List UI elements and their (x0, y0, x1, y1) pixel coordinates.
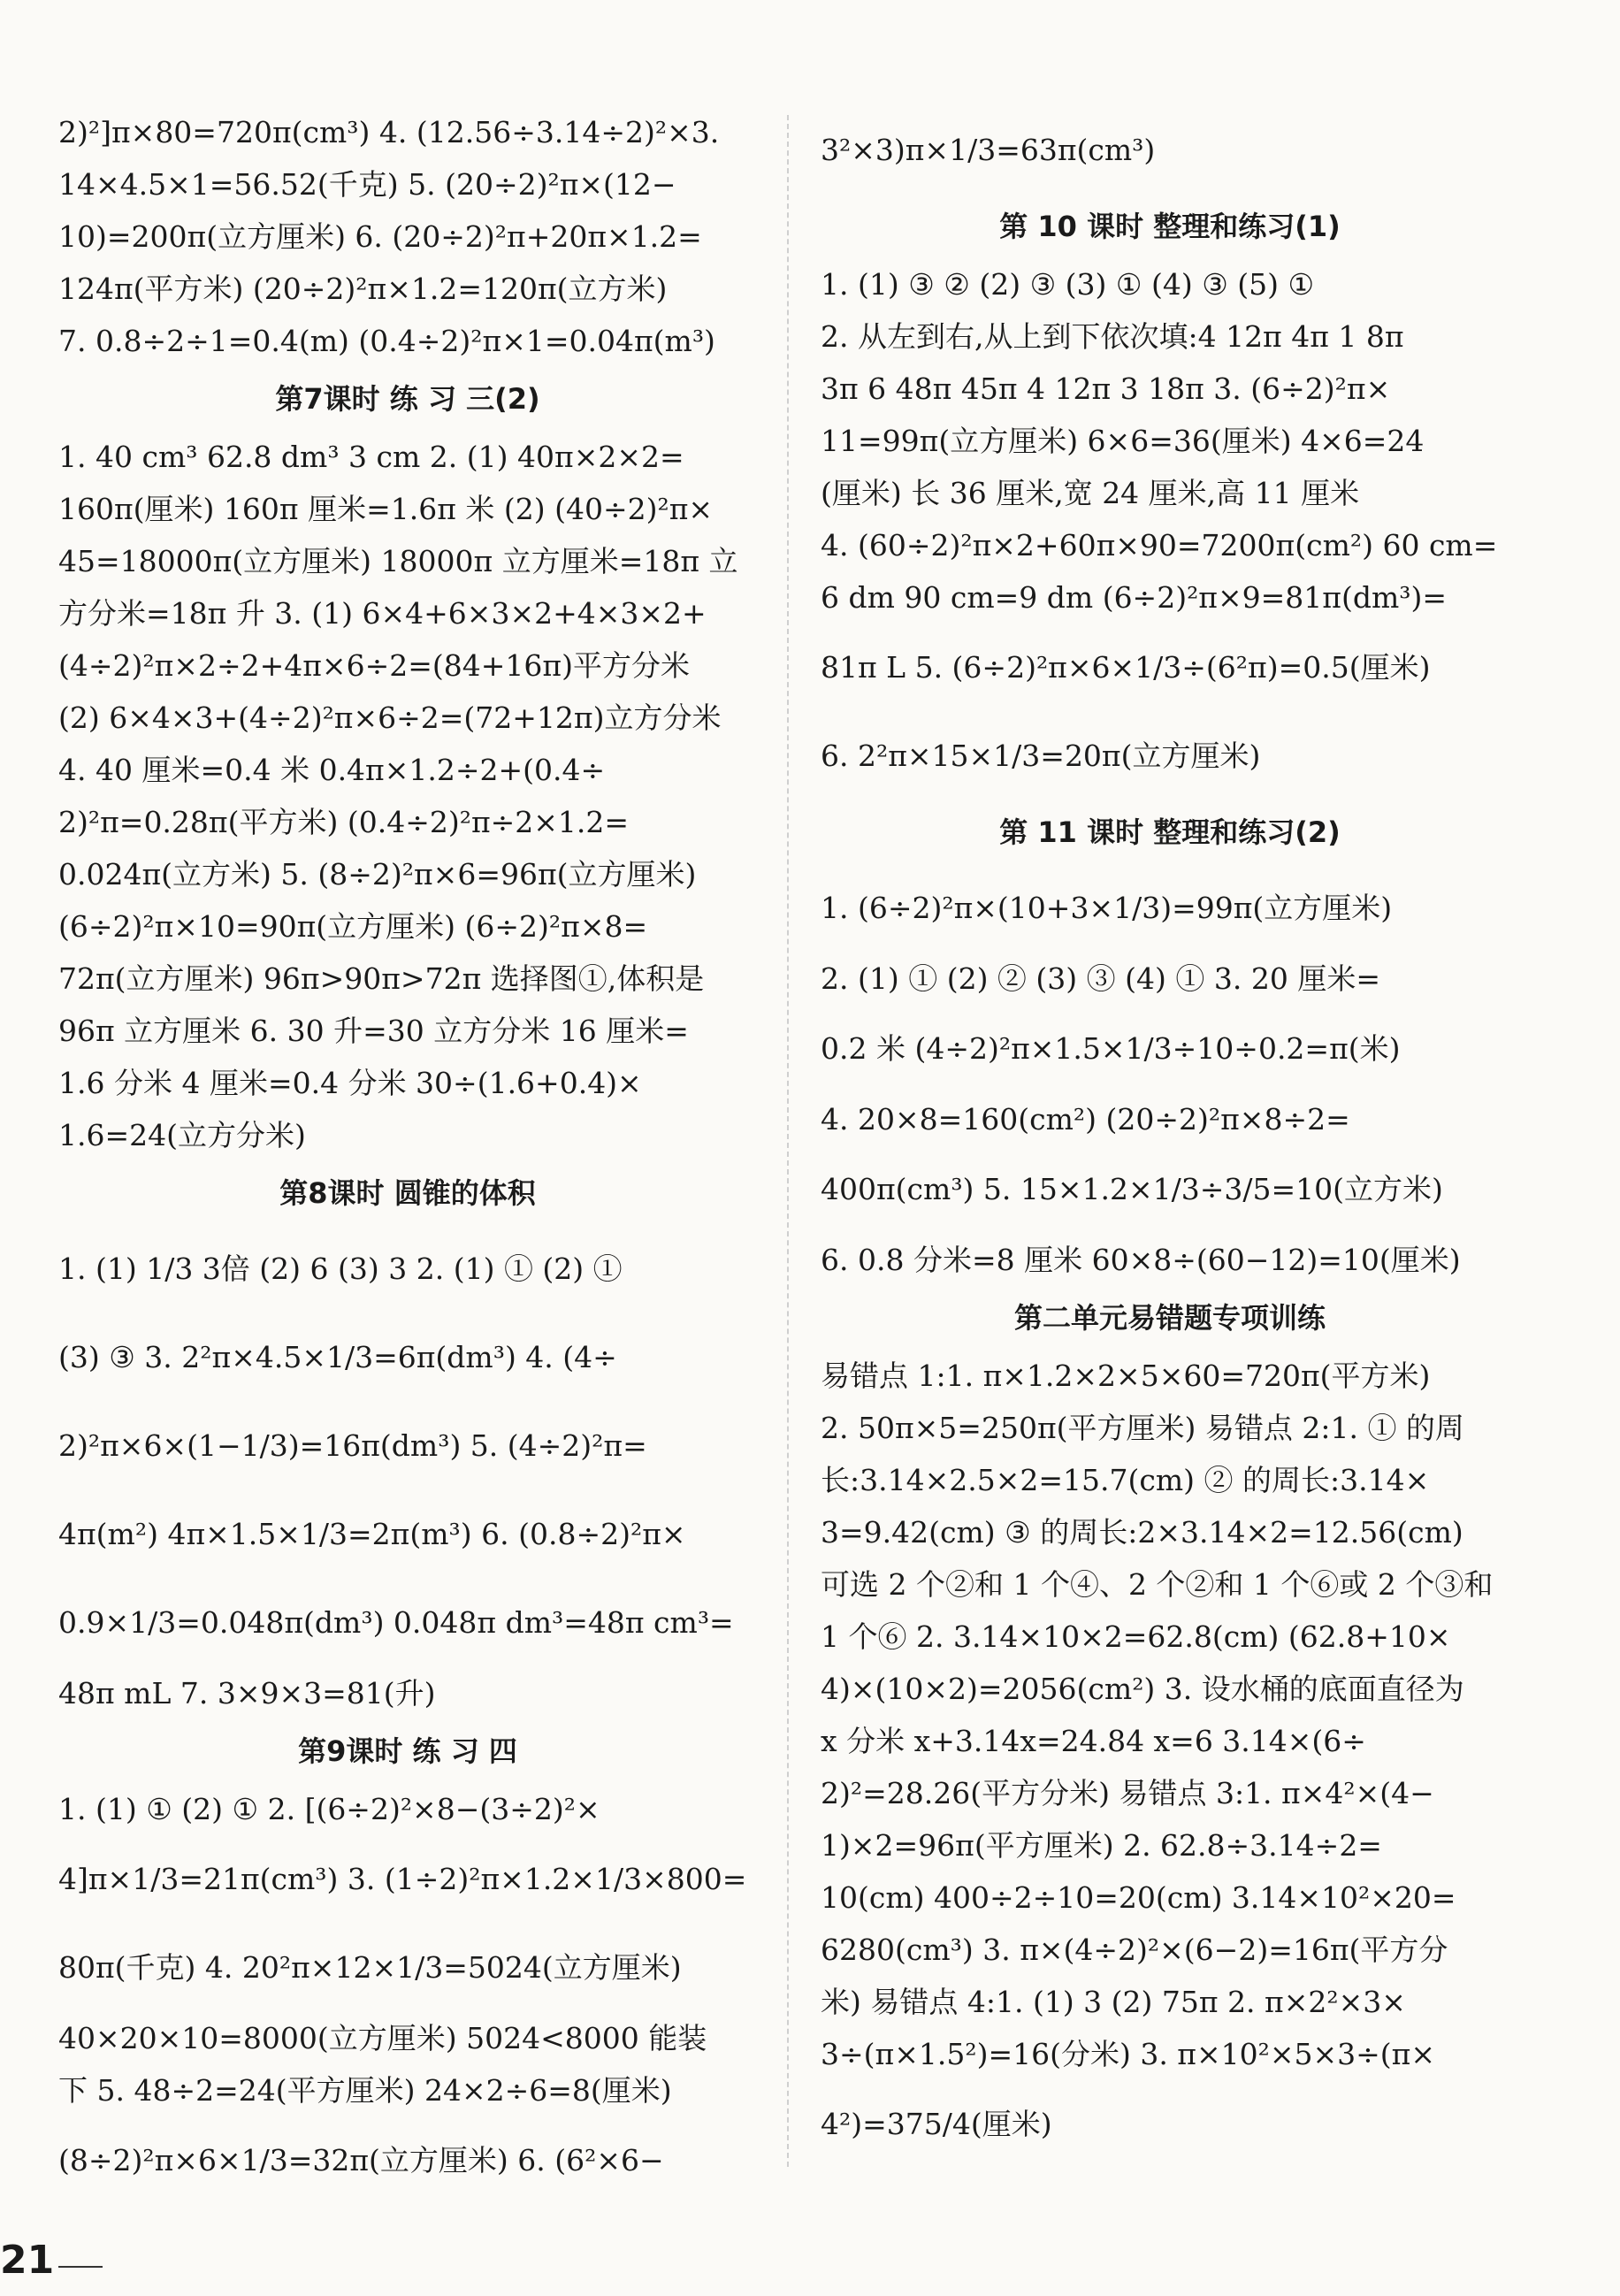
left-column (58, 106, 757, 2205)
answer-line: 2)²π×6×(1−1/3)=16π(dm³) 5. (4÷2)²π= (58, 1428, 647, 1463)
answer-line: 6. 2²π×15×1/3=20π(立方厘米) (821, 739, 1261, 773)
answer-line: 1.6 分米 4 厘米=0.4 分米 30÷(1.6+0.4)× (58, 1066, 642, 1100)
answer-line: 米) 易错点 4:1. (1) 3 (2) 75π 2. π×2²×3× (821, 1985, 1406, 2019)
section-heading: 第二单元易错题专项训练 (1013, 1301, 1326, 1335)
answer-line: 72π(立方厘米) 96π>90π>72π 选择图①,体积是 (58, 961, 705, 996)
answer-line: 0.9×1/3=0.048π(dm³) 0.048π dm³=48π cm³= (58, 1605, 734, 1640)
answer-line: 2. (1) ① (2) ② (3) ③ (4) ① 3. 20 厘米= (821, 961, 1380, 996)
answer-line: 3²×3)π×1/3=63π(cm³) (821, 133, 1156, 167)
section-heading: 第7课时 练 习 三(2) (275, 382, 540, 416)
answer-line: 2. 从左到右,从上到下依次填:4 12π 4π 1 8π (821, 319, 1404, 354)
answer-line: 4. 40 厘米=0.4 米 0.4π×1.2÷2+(0.4÷ (58, 753, 606, 787)
answer-line: x 分米 x+3.14x=24.84 x=6 3.14×(6÷ (821, 1724, 1366, 1758)
answer-line: 400π(cm³) 5. 15×1.2×1/3÷3/5=10(立方米) (821, 1172, 1443, 1206)
section-heading: 第 10 课时 整理和练习(1) (999, 210, 1341, 243)
answer-line: 2)²=28.26(平方分米) 易错点 3:1. π×4²×(4− (821, 1776, 1434, 1810)
answer-line: 48π mL 7. 3×9×3=81(升) (58, 1676, 436, 1711)
answer-line: 14×4.5×1=56.52(千克) 5. (20÷2)²π×(12− (58, 167, 676, 202)
answer-line: 4. (60÷2)²π×2+60π×90=7200π(cm²) 60 cm= (821, 528, 1498, 563)
answer-line: 10)=200π(立方厘米) 6. (20÷2)²π+20π×1.2= (58, 219, 702, 254)
answer-line: 可选 2 个②和 1 个④、2 个②和 1 个⑥或 2 个③和 (821, 1567, 1494, 1602)
answer-line: 1 个⑥ 2. 3.14×10×2=62.8(cm) (62.8+10× (821, 1619, 1451, 1654)
answer-line: 易错点 1:1. π×1.2×2×5×60=720π(平方米) (821, 1358, 1431, 1393)
answer-line: 下 5. 48÷2=24(平方厘米) 24×2÷6=8(厘米) (58, 2073, 672, 2108)
answer-line: 4)×(10×2)=2056(cm²) 3. 设水桶的底面直径为 (821, 1672, 1464, 1706)
right-column (821, 106, 1519, 2169)
answer-line: 1. (1) 1/3 3倍 (2) 6 (3) 3 2. (1) ① (2) ① (58, 1251, 623, 1286)
answer-line: 2)²π=0.28π(平方米) (0.4÷2)²π÷2×1.2= (58, 805, 630, 839)
answer-line: 96π 立方厘米 6. 30 升=30 立方分米 16 厘米= (58, 1014, 689, 1048)
answer-line: 1. (6÷2)²π×(10+3×1/3)=99π(立方厘米) (821, 891, 1393, 925)
answer-line: 长:3.14×2.5×2=15.7(cm) ② 的周长:3.14× (821, 1463, 1430, 1497)
answer-line: (6÷2)²π×10=90π(立方厘米) (6÷2)²π×8= (58, 909, 648, 944)
answer-line: 160π(厘米) 160π 厘米=1.6π 米 (2) (40÷2)²π× (58, 492, 714, 526)
answer-line: 1. (1) ③ ② (2) ③ (3) ① (4) ③ (5) ① (821, 267, 1315, 302)
answer-line: 124π(平方米) (20÷2)²π×1.2=120π(立方米) (58, 272, 668, 306)
answer-line: 4π(m²) 4π×1.5×1/3=2π(m³) 6. (0.8÷2)²π× (58, 1517, 686, 1551)
page-number: 21 (0, 2238, 55, 2283)
answer-line: 0.024π(立方米) 5. (8÷2)²π×6=96π(立方厘米) (58, 857, 697, 892)
column-divider (787, 115, 789, 2167)
answer-line: 1.6=24(立方分米) (58, 1118, 306, 1152)
answer-line: 3π 6 48π 45π 4 12π 3 18π 3. (6÷2)²π× (821, 371, 1391, 406)
answer-line: 11=99π(立方厘米) 6×6=36(厘米) 4×6=24 (821, 424, 1425, 458)
answer-line: 7. 0.8÷2÷1=0.4(m) (0.4÷2)²π×1=0.04π(m³) (58, 324, 715, 358)
answer-line: 6280(cm³) 3. π×(4÷2)²×(6−2)=16π(平方分 (821, 1932, 1448, 1967)
answer-line: 1)×2=96π(平方厘米) 2. 62.8÷3.14÷2= (821, 1828, 1382, 1863)
answer-line: (4÷2)²π×2÷2+4π×6÷2=(84+16π)平方分米 (58, 648, 690, 683)
answer-line: 10(cm) 400÷2÷10=20(cm) 3.14×10²×20= (821, 1880, 1456, 1915)
answer-line: 40×20×10=8000(立方厘米) 5024<8000 能装 (58, 2021, 707, 2055)
answer-line: 45=18000π(立方厘米) 18000π 立方厘米=18π 立 (58, 544, 738, 578)
answer-line: 3=9.42(cm) ③ 的周长:2×3.14×2=12.56(cm) (821, 1515, 1463, 1550)
answer-line: 4²)=375/4(厘米) (821, 2107, 1052, 2141)
answer-line: 0.2 米 (4÷2)²π×1.5×1/3÷10÷0.2=π(米) (821, 1031, 1401, 1066)
section-heading: 第8课时 圆锥的体积 (279, 1176, 536, 1210)
answer-line: (2) 6×4×3+(4÷2)²π×6÷2=(72+12π)立方分米 (58, 700, 722, 735)
section-heading: 第 11 课时 整理和练习(2) (999, 815, 1341, 849)
answer-line: 方分米=18π 升 3. (1) 6×4+6×3×2+4×3×2+ (58, 596, 707, 631)
section-heading: 第9课时 练 习 四 (298, 1734, 517, 1768)
answer-line: (3) ③ 3. 2²π×4.5×1/3=6π(dm³) 4. (4÷ (58, 1340, 617, 1374)
answer-line: 6. 0.8 分米=8 厘米 60×8÷(60−12)=10(厘米) (821, 1243, 1461, 1277)
answer-line: (8÷2)²π×6×1/3=32π(立方厘米) 6. (6²×6− (58, 2143, 664, 2177)
answer-line: 80π(千克) 4. 20²π×12×1/3=5024(立方厘米) (58, 1950, 682, 1985)
answer-line: 2. 50π×5=250π(平方厘米) 易错点 2:1. ① 的周 (821, 1411, 1464, 1445)
answer-line: 1. (1) ① (2) ① 2. [(6÷2)²×8−(3÷2)²× (58, 1792, 600, 1826)
answer-line: 4]π×1/3=21π(cm³) 3. (1÷2)²π×1.2×1/3×800= (58, 1862, 747, 1896)
answer-line: 6 dm 90 cm=9 dm (6÷2)²π×9=81π(dm³)= (821, 580, 1448, 615)
answer-line: 1. 40 cm³ 62.8 dm³ 3 cm 2. (1) 40π×2×2= (58, 440, 684, 474)
answer-line: 4. 20×8=160(cm²) (20÷2)²π×8÷2= (821, 1102, 1350, 1137)
answer-line: (厘米) 长 36 厘米,宽 24 厘米,高 11 厘米 (821, 476, 1360, 510)
answer-line: 3÷(π×1.5²)=16(分米) 3. π×10²×5×3÷(π× (821, 2037, 1436, 2071)
page-number-rule (58, 2266, 103, 2268)
answer-line: 2)²]π×80=720π(cm³) 4. (12.56÷3.14÷2)²×3. (58, 115, 720, 149)
answer-line: 81π L 5. (6÷2)²π×6×1/3÷(6²π)=0.5(厘米) (821, 650, 1431, 685)
